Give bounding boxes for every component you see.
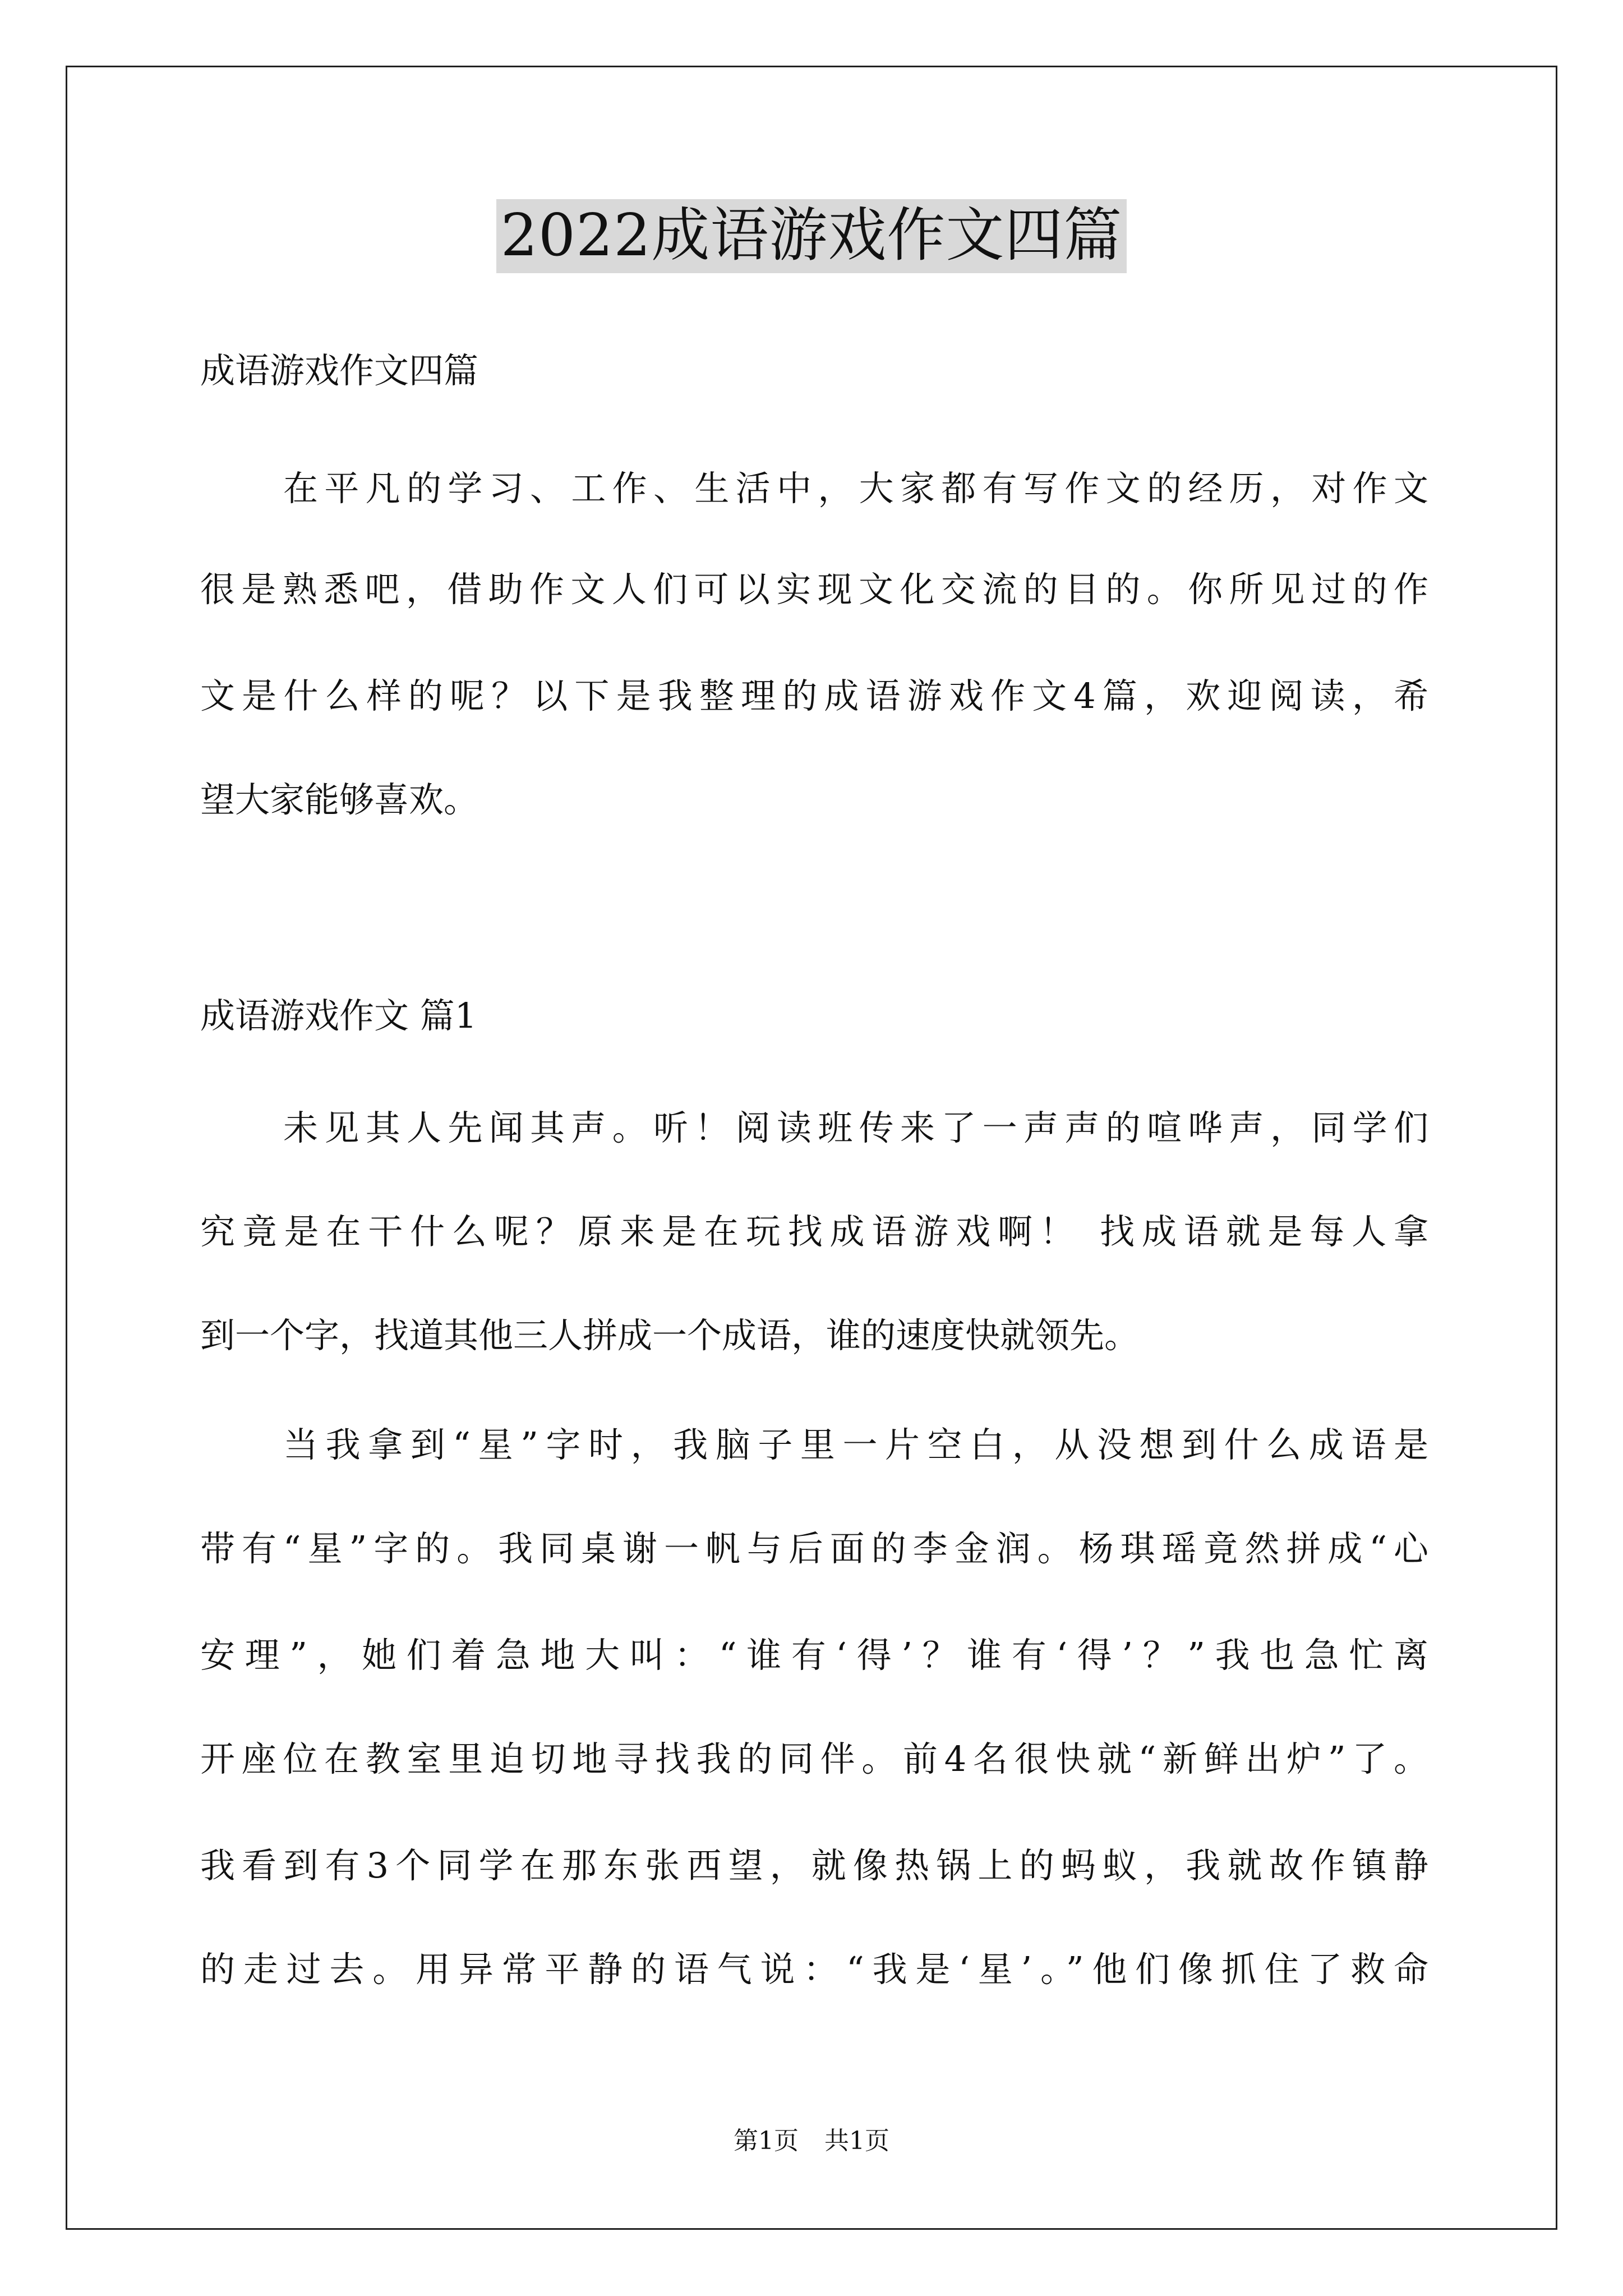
section-line-5: 带有“星”字的。我同桌谢一帆与后面的李金润。杨琪瑶竟然拼成“心 [200, 1528, 1428, 1569]
section-line-2: 究竟是在干什么呢？原来是在玩找成语游戏啊！ 找成语就是每人拿 [200, 1211, 1428, 1252]
page-total: 共1页 [824, 2127, 889, 2155]
section-line-8: 我看到有3个同学在那东张西望，就像热锅上的蚂蚁，我就故作镇静 [200, 1845, 1428, 1886]
intro-line-1: 在平凡的学习、工作、生活中，大家都有写作文的经历，对作文 [283, 468, 1428, 509]
section-line-6: 安理”，她们着急地大叫：“谁有‘得’？谁有‘得’？”我也急忙离 [200, 1635, 1428, 1676]
section-line-3: 到一个字，找道其他三人拼成一个成语，谁的速度快就领先。 [200, 1315, 1140, 1356]
page-footer [0, 2129, 1623, 2154]
intro-line-3: 文是什么样的呢？以下是我整理的成语游戏作文4篇，欢迎阅读，希 [200, 675, 1428, 716]
page-number: 第1页 [734, 2127, 799, 2155]
section-line-9: 的走过去。用异常平静的语气说：“我是‘星’。”他们像抓住了救命 [200, 1949, 1428, 1990]
document-title [0, 199, 1623, 273]
section-line-1: 未见其人先闻其声。听！阅读班传来了一声声的喧哗声，同学们 [283, 1107, 1428, 1148]
section-line-4: 当我拿到“星”字时，我脑子里一片空白，从没想到什么成语是 [283, 1424, 1428, 1465]
section-heading: 成语游戏作文 篇1 [200, 995, 477, 1036]
intro-line-4: 望大家能够喜欢。 [200, 779, 479, 820]
document-subtitle: 成语游戏作文四篇 [200, 350, 479, 391]
intro-line-2: 很是熟悉吧，借助作文人们可以实现文化交流的目的。你所见过的作 [200, 569, 1428, 610]
document-title-text: 2022成语游戏作文四篇 [496, 199, 1127, 273]
section-line-7: 开座位在教室里迫切地寻找我的同伴。前4名很快就“新鲜出炉”了。 [200, 1738, 1428, 1779]
